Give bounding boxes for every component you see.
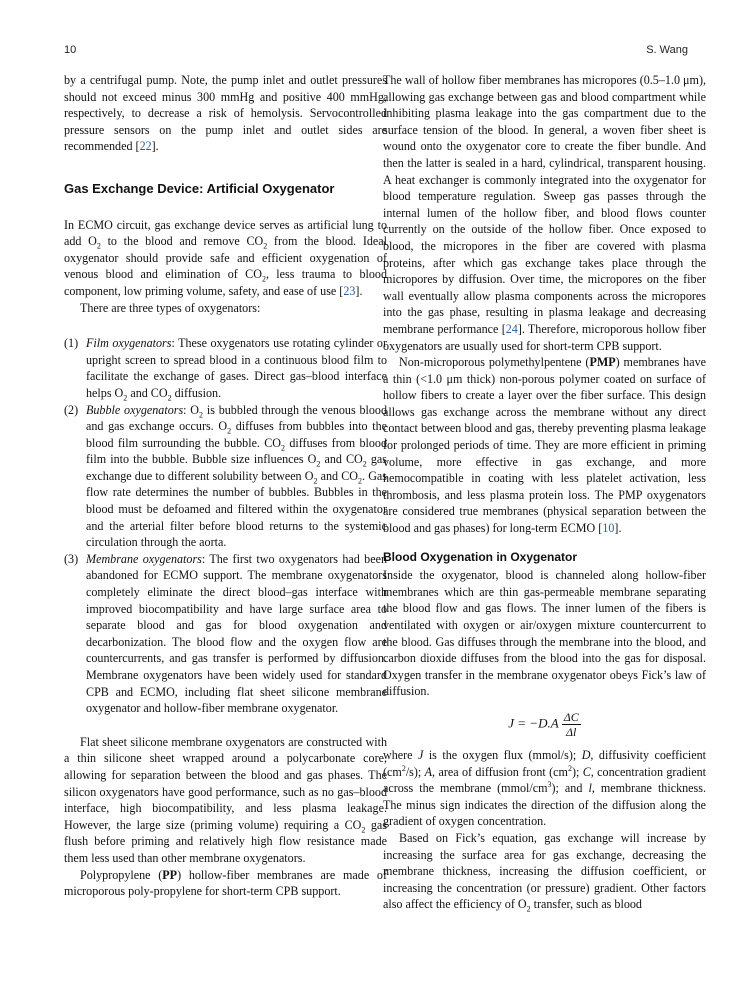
section-heading-oxygenator: Gas Exchange Device: Artificial Oxygenator (64, 180, 335, 196)
citation-link-22[interactable]: 22 (139, 139, 152, 154)
citation-link-24[interactable]: 24 (505, 321, 518, 336)
running-head-author: S. Wang (646, 44, 688, 56)
right-column (383, 72, 706, 913)
paragraph-pmp-membranes: Non-microporous polymethylpentene (PMP) membranes have a thin (<1.0 μm thick) non-porous polymer coated on surface of hollow fibers to create a layer over the fiber surface. This design allows gas exchange across the membrane without any direct contact between blood and gas, thereby preventing plasma leakage for prolonged periods of time. They are more efficient in priming volume, more effective in gas exchange, and more hemocompatible in coating with less platelet activation, less thrombosis, and less plasma protein loss. The PMP oxygenators are considered true membranes (physical separation between the blood and gas phases) for long-term ECMO [10]. (383, 355, 706, 536)
paragraph-pump-pressures: by a centrifugal pump. Note, the pump inlet and outlet pressures should not exceed minus 300 mmHg and positive 400 mmHg, respectively, to decrease a risk of hemolysis. Servocontrolled pressure sensors on the pump inlet and outlet sides are recommended [22]. (64, 73, 387, 154)
citation-link-23[interactable]: 23 (343, 283, 356, 298)
paragraph-blood-oxygenation: Inside the oxygenator, blood is channeled along hollow-fiber membranes which are thin gas-permeable membrane separating the blood flow and gas flows. The inner lumen of the fibers is ventilated with oxygen or air/oxygen mixture countercurrent to the blood. Gas diffuses through the membrane into the blood, and carbon dioxide diffuses from the blood into the gas for disposal. Oxygen transfer in the membrane oxygenator obeys Fick’s law of diffusion. (383, 568, 706, 699)
citation-link-10[interactable]: 10 (602, 521, 615, 536)
subsection-heading-blood-oxygenation: Blood Oxygenation in Oxygenator (383, 549, 578, 564)
list-item-membrane-oxygenators: (3) Membrane oxygenators: The first two oxygenators had been abandoned for ECMO support. The membrane oxygenators completely eliminate the direct blood–gas interface with improved biocompatibility and have large surface area to separate blood and gas for blood oxygenation and decarbonization. The blood flow and the oxygen flow are countercurrents, and gas transfer is performed by diffusion. Membrane oxygenators have been widely used for standard CPB and ECMO, including flat sheet silicone membrane oxygenator and hollow-fiber membrane oxygenator. (64, 551, 388, 716)
paragraph-oxygenator-types-intro: There are three types of oxygenators: (80, 300, 261, 315)
paragraph-hollow-fiber-micropores: The wall of hollow fiber membranes has micropores (0.5–1.0 μm), allowing gas exchange between gas and blood compartment while inhibiting plasma leakage into the gas compartment due to the surface tension of the blood. In general, a woven fiber sheet is wound onto the oxygenator core to create the fiber bundle. And then the latter is sealed in a hard, cylindrical, transparent housing. A heat exchanger is commonly integrated into the oxygenator for blood temperature regulation. Sweep gas passes through the internal lumen of the hollow fiber, and blood flows counter currently on the outside of the hollow fiber. Once exposed to blood, the micropores in the fiber are covered with plasma proteins, after which gas exchange takes place through the micropores by diffusion. Over time, the micropores on the fiber wall eventually allow plasma components across the micropores into the gas phase, resulting in plasma leakage and decreasing membrane performance [24]. Therefore, microporous hollow fiber oxygenators are usually used for short-term CPB support. (383, 73, 706, 353)
paragraph-flat-sheet-silicone: Flat sheet silicone membrane oxygenators are constructed with a thin silicone sheet wrapped around a polycarbonate core, allowing for separation between the blood and gas phases. The silicon oxygenators have good performance, such as no gas–blood interface, high biocompatibility, and less plasma leakage. However, the large size (priming volume) requiring a $CO_2$ gas flush before priming and relatively high flow resistance made them less used than other membrane oxygenators. (64, 734, 387, 865)
paragraph-polypropylene: Polypropylene (PP) hollow-fiber membranes are made of microporous poly-propylene for short-term CPB support. (64, 867, 387, 899)
list-item-bubble-oxygenators: (2) Bubble oxygenators: $O_2$ is bubbled through the venous blood and gas exchange occurs. $O_2$ diffuses from bubbles into the blood film surrounding the bubble. $CO_2$ diffuses from blood film into the bubble. Bubble size influences $O_2$ and $CO_2$ gas exchange due to different solubility between $O_2$ and $CO_2$. Gas flow rate determines the number of bubbles. Bubbles in the blood must be defoamed and filtered within the oxygenator and the arterial filter before blood returns to the systemic circulation through the aorta. (64, 402, 388, 550)
left-column (64, 72, 387, 900)
equation-denominator: Δl (566, 724, 577, 739)
list-item-film-oxygenators: (1) Film oxygenators: These oxygenators use rotating cylinder or upright screen to spread blood in a continuous blood film to facilitate the exchange of gases. Direct gas–blood interface helps $O_2$ and $CO_2$ diffusion. (64, 336, 387, 403)
oxygenator-types-list (64, 335, 387, 717)
ficks-law-equation: J = −D.A $\frac{\Delta C}{\Delta l}$ (508, 709, 579, 739)
page-number: 10 (64, 44, 77, 56)
paragraph-equation-terms: where J is the oxygen flux (mmol/s); D, diffusivity coefficient $(cm^2/s)$; A, area of diffusion front $(cm^2)$; C, concentration gradient across the membrane $(mmol/cm^3)$; and l, membrane thickness. The minus sign indicates the direction of the diffusion along the gradient of oxygen concentration. (383, 747, 706, 829)
equation-numerator: ΔC (563, 709, 579, 724)
paragraph-ecmo-gas-exchange: In ECMO circuit, gas exchange device serves as artificial lung to add $O_2$ to the blood and remove $CO_2$ from the blood. Ideal oxygenator should provide safe and efficient oxygenation of venous blood and elimination of $CO_2$, less trauma to blood component, low priming volume, safety, and ease of use [23]. (64, 217, 388, 298)
paragraph-ficks-equation-factors: Based on Fick’s equation, gas exchange will increase by increasing the surface area for gas exchange, decreasing the membrane thickness, increasing the diffusion coefficient, or increasing the concentration (or pressure) gradient. Other factors also affect the efficiency of $O_2$ transfer, such as blood (383, 830, 706, 914)
